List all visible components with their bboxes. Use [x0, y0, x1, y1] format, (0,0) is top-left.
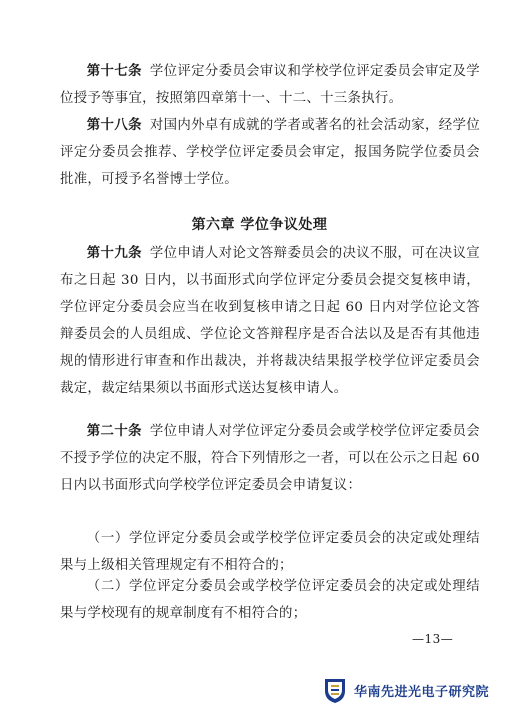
article-19-number: 第十九条 [86, 246, 142, 261]
article-20-item-2: （二）学位评定分委员会或学校学位评定委员会的决定或处理结果与学校现有的规章制度有不相符合的； [60, 579, 480, 621]
article-20 [60, 418, 480, 499]
article-20-number: 第二十条 [86, 424, 142, 439]
article-17 [60, 58, 480, 112]
article-17-text: 学位评定分委员会审议和学校学位评定委员会审定及学位授予等事宜，按照第四章第十一、十二、十三条执行。 [60, 64, 481, 106]
article-17-number: 第十七条 [86, 64, 142, 79]
page-number: —13— [412, 632, 454, 646]
institute-shield-logo-icon [322, 676, 348, 704]
article-20-text: 学位申请人对学位评定分委员会或学校学位评定委员会不授予学位的决定不服，符合下列情形之一者，可以在公示之日起 60 日内以书面形式向学校学位评定委员会申请复议： [60, 424, 481, 493]
article-18-text: 对国内外卓有成就的学者或著名的社会活动家，经学位评定分委员会推荐、学校学位评定委员会审定，报国务院学位委员会批准，可授予名誉博士学位。 [60, 118, 481, 187]
chapter-6-heading: 第六章 学位争议处理 [191, 217, 328, 233]
article-19-text: 学位申请人对论文答辩委员会的决议不服，可在决议宣布之日起 30 日内，以书面形式向学位评定分委员会提交复核申请，学位评定分委员会应当在收到复核申请之日起 60 日内对学位论文答辩委员会的人员组成、学位论文答辩程序是否合法以及是否有其他违规的情形进行审查和作出裁决，并将裁决结果报学校学位评定委员会裁定，裁定结果须以书面形式送达复核申请人。 [60, 246, 481, 396]
article-19 [60, 240, 480, 402]
article-18-number: 第十八条 [86, 118, 142, 133]
article-18 [60, 112, 480, 193]
watermark [322, 676, 517, 704]
article-20-item-1: （一）学位评定分委员会或学校学位评定委员会的决定或处理结果与上级相关管理规定有不相符合的； [60, 531, 480, 573]
watermark-text: 华南先进光电子研究院 [354, 684, 490, 700]
